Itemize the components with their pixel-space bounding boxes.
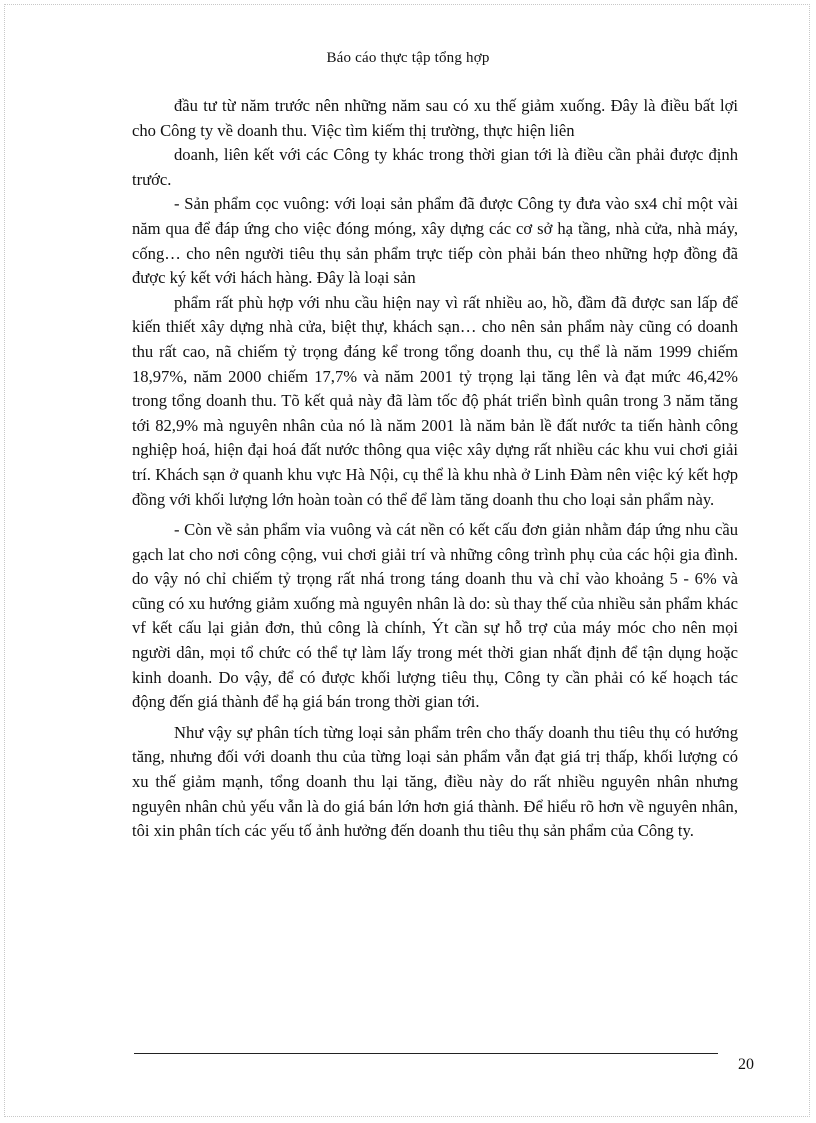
footer-rule bbox=[134, 1053, 718, 1054]
page-number: 20 bbox=[738, 1056, 754, 1073]
paragraph-4: phẩm rất phù hợp với nhu cầu hiện nay vì rất nhiều ao, hồ, đầm đã được san lấp để kiến thiết xây dựng nhà cửa, biệt thự, khách sạn… cho nên sản phẩm này cũng có doanh thu rất cao, nã chiếm tỷ trọng đáng kể trong tổng doanh thu, cụ thể là năm 1999 chiếm 18,97%, năm 2000 chiếm 17,7% và năm 2001 tỷ trọng lại tăng lên và đạt mức 46,42% trong tổng doanh thu. Tõ kết quả này đã làm tốc độ phát triển bình quân trong 3 năm tăng tới 82,9% mà nguyên nhân của nó là năm 2001 là năm bản lề đất nước ta tiến hành công nghiệp hoá, hiện đại hoá đất nước thông qua việc xây dựng rất nhiều các khu vui chơi giải trí. Khách sạn ở quanh khu vực Hà Nội, cụ thể là khu nhà ở Linh Đàm nên việc ký kết hợp đồng với khối lượng lớn hoàn toàn có thể để làm tăng doanh thu cho loại sản phẩm này. bbox=[132, 292, 738, 509]
body-text bbox=[132, 94, 738, 844]
page-header: Báo cáo thực tập tổng hợp bbox=[326, 50, 490, 66]
paragraph-5: - Còn về sản phẩm vỉa vuông và cát nền có kết cấu đơn giản nhằm đáp ứng nhu cầu gạch lat cho nơi công cộng, vui chơi giải trí và những công trình phụ của các hội gia đình. do vậy nó chỉ chiếm tỷ trọng rất nhá trong táng doanh thu và chỉ vào khoảng 5 - 6% và cũng có xu hướng giảm xuống mà nguyên nhân là do: sù thay thế của nhiều sản phẩm khác vf kết cấu lại giản đơn, thủ công là chính, Ýt cần sự hỗ trợ của máy móc cho nên mọi người dân, mọi tổ chức có thể tự làm lấy trong mét thời gian nhất định để tận dụng hoặc kinh doanh. Do vậy, để có được khối lượng tiêu thụ, Công ty cần phải có kế hoạch tác động đến giá thành để hạ giá bán trong thời gian tới. bbox=[132, 520, 738, 712]
paragraph-2: doanh, liên kết với các Công ty khác trong thời gian tới là điều cần phải được định trước. bbox=[132, 145, 738, 189]
paragraph-6: Như vậy sự phân tích từng loại sản phẩm trên cho thấy doanh thu tiêu thụ có hướng tăng, nhưng đối với doanh thu của từng loại sản phẩm vẫn đạt giá trị thấp, khối lượng có xu thế giảm mạnh, tổng doanh thu lại tăng, điều này do rất nhiều nguyên nhân nhưng nguyên nhân chủ yếu vẫn là do giá bán lớn hơn giá thành. Để hiểu rõ hơn về nguyên nhân, tôi xin phân tích các yếu tố ảnh hưởng đến doanh thu tiêu thụ sản phẩm của Công ty. bbox=[132, 722, 738, 841]
paragraph-3: - Sản phẩm cọc vuông: với loại sản phẩm đã được Công ty đưa vào sx4 chỉ một vài năm qua để đáp ứng cho việc đóng móng, xây dựng các cơ sở hạ tầng, nhà cửa, nhà máy, cống… cho nên người tiêu thụ sản phẩm trực tiếp còn phải bán theo những hợp đồng đã được ký kết với hách hàng. Đây là loại sản bbox=[132, 194, 738, 288]
paragraph-1: đầu tư từ năm trước nên những năm sau có xu thế giảm xuống. Đây là điều bất lợi cho Công ty về doanh thu. Việc tìm kiếm thị trường, thực hiện liên bbox=[132, 96, 738, 140]
